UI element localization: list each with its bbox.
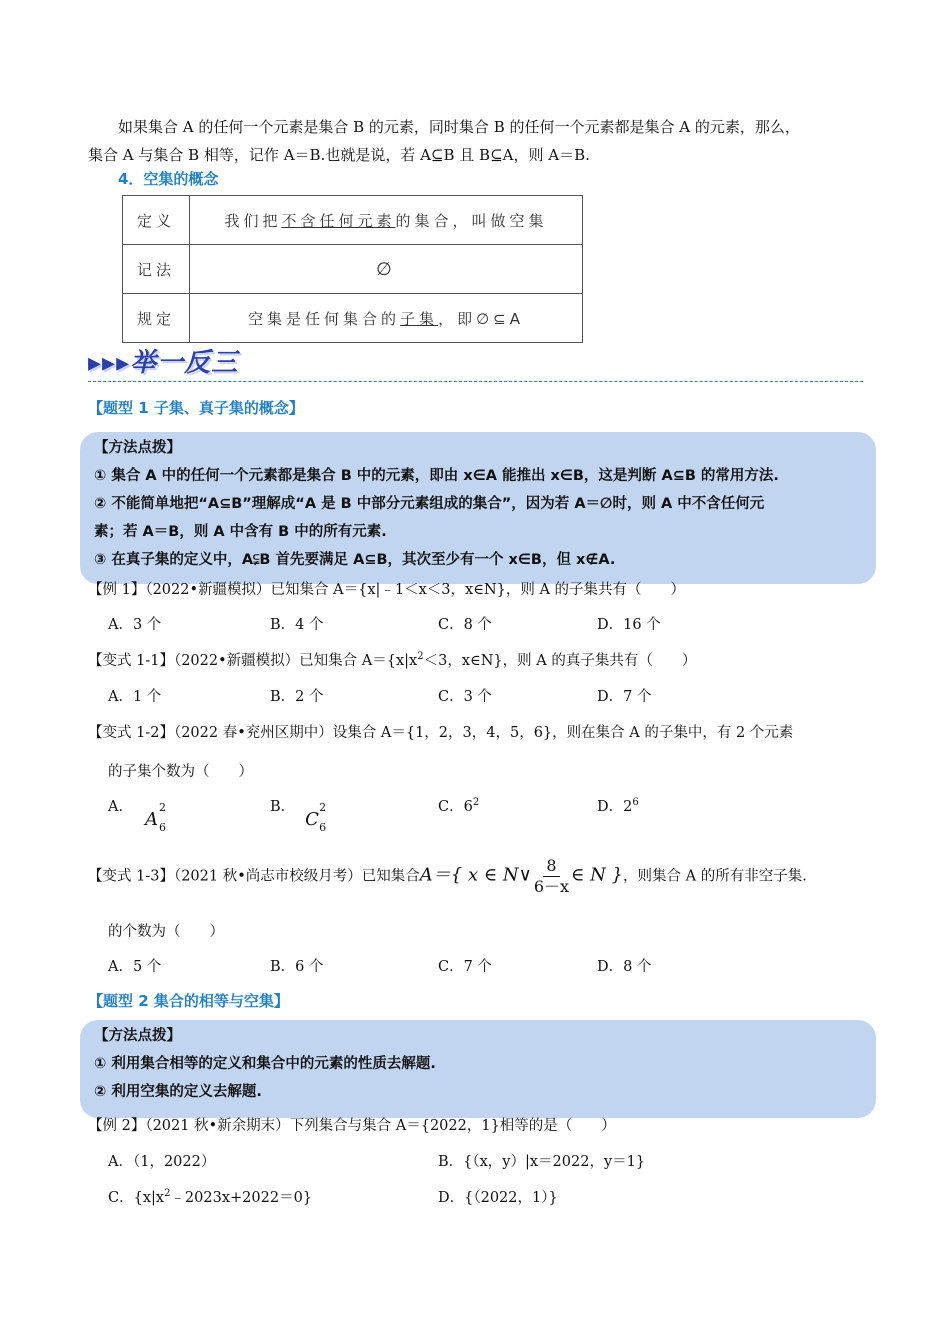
variant-1-1-option-c: C．3 个 — [438, 689, 492, 705]
option-text: C．{x|x — [108, 1190, 165, 1206]
variant-1-3-option-c: C．7 个 — [438, 959, 492, 975]
table-cell-content — [190, 294, 583, 343]
variant-1-3-option-b: B．6 个 — [270, 959, 324, 975]
method-line: 素；若 A＝B，则 A 中含有 B 中的所有元素. — [94, 524, 387, 540]
variant-1-2-option-d — [597, 795, 639, 816]
example-2-option-c — [108, 1186, 312, 1207]
example-2-option-a: A．（1，2022） — [108, 1154, 216, 1170]
method-line: ① 利用集合相等的定义和集合中的元素的性质去解题. — [94, 1056, 436, 1072]
symbol-sup: 2 — [319, 801, 327, 814]
option-label: A． — [108, 799, 133, 815]
variant-1-3-stem — [88, 856, 807, 897]
method-box-2 — [80, 1020, 876, 1118]
symbol-sup: 2 — [158, 801, 166, 814]
section-4-heading: 4．空集的概念 — [118, 170, 219, 188]
option-text: ﹣2023x+2022＝0} — [170, 1190, 313, 1206]
symbol-sub: 6 — [158, 821, 166, 834]
cell-text: 我们把 — [224, 211, 282, 230]
variant-1-2-option-c — [438, 795, 479, 816]
table-row — [123, 196, 583, 245]
variant-1-3-stem-line-2: 的个数为（ ） — [108, 924, 224, 940]
table-row — [123, 245, 583, 294]
variant-1-1-option-d: D．7 个 — [597, 689, 652, 705]
symbol-base: A — [144, 809, 158, 830]
method-line: ② 利用空集的定义去解题. — [94, 1084, 262, 1100]
banner-divider — [88, 381, 863, 382]
table-cell-label: 记法 — [123, 245, 190, 294]
method-header: 【方法点拨】 — [94, 440, 181, 456]
table-cell-content — [190, 196, 583, 245]
table-row — [123, 294, 583, 343]
stem-text: 【变式 1-3】（2021 秋•尚志市校级月考）已知集合 — [88, 868, 420, 885]
cell-underlined-text: 不含任何元素 — [281, 211, 396, 230]
fraction-denominator: 6－x — [533, 877, 570, 896]
variant-1-1-option-a: A．1 个 — [108, 689, 162, 705]
table-cell-label: 定义 — [123, 196, 190, 245]
table-cell-content: ∅ — [190, 245, 583, 294]
stem-text: 【变式 1-1】（2022•新疆模拟）已知集合 A＝{x|x — [88, 653, 418, 669]
variant-1-1-stem — [88, 649, 696, 670]
variant-1-2-option-a — [108, 795, 175, 834]
superscript: 6 — [632, 797, 639, 809]
variant-1-2-stem: 【变式 1-2】（2022 春•兖州区期中）设集合 A＝{1，2，3，4，5，6}，则在集合 A 的子集中，有 2 个元素 — [88, 725, 794, 741]
example-2-stem: 【例 2】（2021 秋•新余期末）下列集合与集合 A＝{2022，1}相等的是（ ） — [88, 1118, 616, 1134]
method-header: 【方法点拨】 — [94, 1028, 181, 1044]
cell-text: 的集合，叫做空集 — [395, 211, 548, 230]
variant-1-1-option-b: B．2 个 — [270, 689, 324, 705]
variant-1-3-option-d: D．8 个 — [597, 959, 652, 975]
example-1-option-d: D．16 个 — [597, 617, 661, 633]
type-2-title: 【题型 2 集合的相等与空集】 — [88, 992, 289, 1010]
table-cell-label: 规定 — [123, 294, 190, 343]
fraction — [534, 856, 569, 897]
example-1-option-b: B．4 个 — [270, 617, 324, 633]
method-box-1 — [80, 432, 876, 584]
example-2-option-b: B．{（x，y）|x＝2022，y＝1} — [438, 1154, 646, 1170]
symbol-base: C — [305, 809, 319, 830]
stem-text: ＜3，x∈N}，则 A 的真子集共有（ ） — [423, 653, 697, 669]
method-line: ① 集合 A 中的任何一个元素都是集合 B 中的元素，即由 x∈A 能推出 x∈B，这是判断 A⊆B 的常用方法. — [94, 468, 779, 484]
method-line: ③ 在真子集的定义中，A⫋B 首先要满足 A⊆B，其次至少有一个 x∈B，但 x∉A. — [94, 552, 616, 568]
variant-1-2-stem-line-2: 的子集个数为（ ） — [108, 764, 253, 780]
option-label: D．2 — [597, 799, 633, 815]
set-open: A＝{ x ∈ N∨ — [419, 864, 532, 886]
option-label: C．6 — [438, 799, 473, 815]
superscript: 2 — [417, 651, 424, 663]
variant-1-2-option-b — [270, 795, 335, 834]
cell-underlined-text: 子集 — [400, 309, 439, 328]
stem-text: ，则集合 A 的所有非空子集. — [623, 868, 807, 885]
example-1-option-c: C．8 个 — [438, 617, 492, 633]
intro-line-2: 集合 A 与集合 B 相等，记作 A＝B.也就是说，若 A⊆B 且 B⊆A，则 A＝B. — [88, 146, 590, 164]
intro-line-1: 如果集合 A 的任何一个元素是集合 B 的元素，同时集合 B 的任何一个元素都是集合 A 的元素，那么， — [118, 118, 800, 136]
example-2-option-d: D．{（2022，1）} — [438, 1190, 558, 1206]
set-close: ∈ N } — [571, 864, 624, 886]
option-label: B． — [270, 799, 296, 815]
combination-symbol — [305, 799, 335, 833]
symbol-sub: 6 — [319, 821, 327, 834]
empty-set-table — [122, 195, 583, 343]
variant-1-3-option-a: A．5 个 — [108, 959, 162, 975]
superscript: 2 — [164, 1188, 171, 1200]
banner-title: ▸▸▸举一反三 — [88, 348, 239, 378]
arrangement-symbol — [145, 799, 175, 833]
superscript: 2 — [472, 797, 480, 809]
example-1-stem: 【例 1】（2022•新疆模拟）已知集合 A＝{x|﹣1＜x＜3，x∈N}，则 A 的子集共有（ ） — [88, 582, 686, 598]
cell-text: 空集是任何集合的 — [248, 309, 401, 328]
method-line: ② 不能简单地把“A⊆B”理解成“A 是 B 中部分元素组成的集合”，因为若 A＝∅时，则 A 中不含任何元 — [94, 496, 765, 512]
fraction-numerator: 8 — [543, 856, 559, 877]
example-1-option-a: A．3 个 — [108, 617, 162, 633]
type-1-title: 【题型 1 子集、真子集的概念】 — [88, 399, 304, 417]
intro-paragraph — [88, 113, 868, 169]
cell-text: ，即∅⊆A — [438, 309, 524, 328]
